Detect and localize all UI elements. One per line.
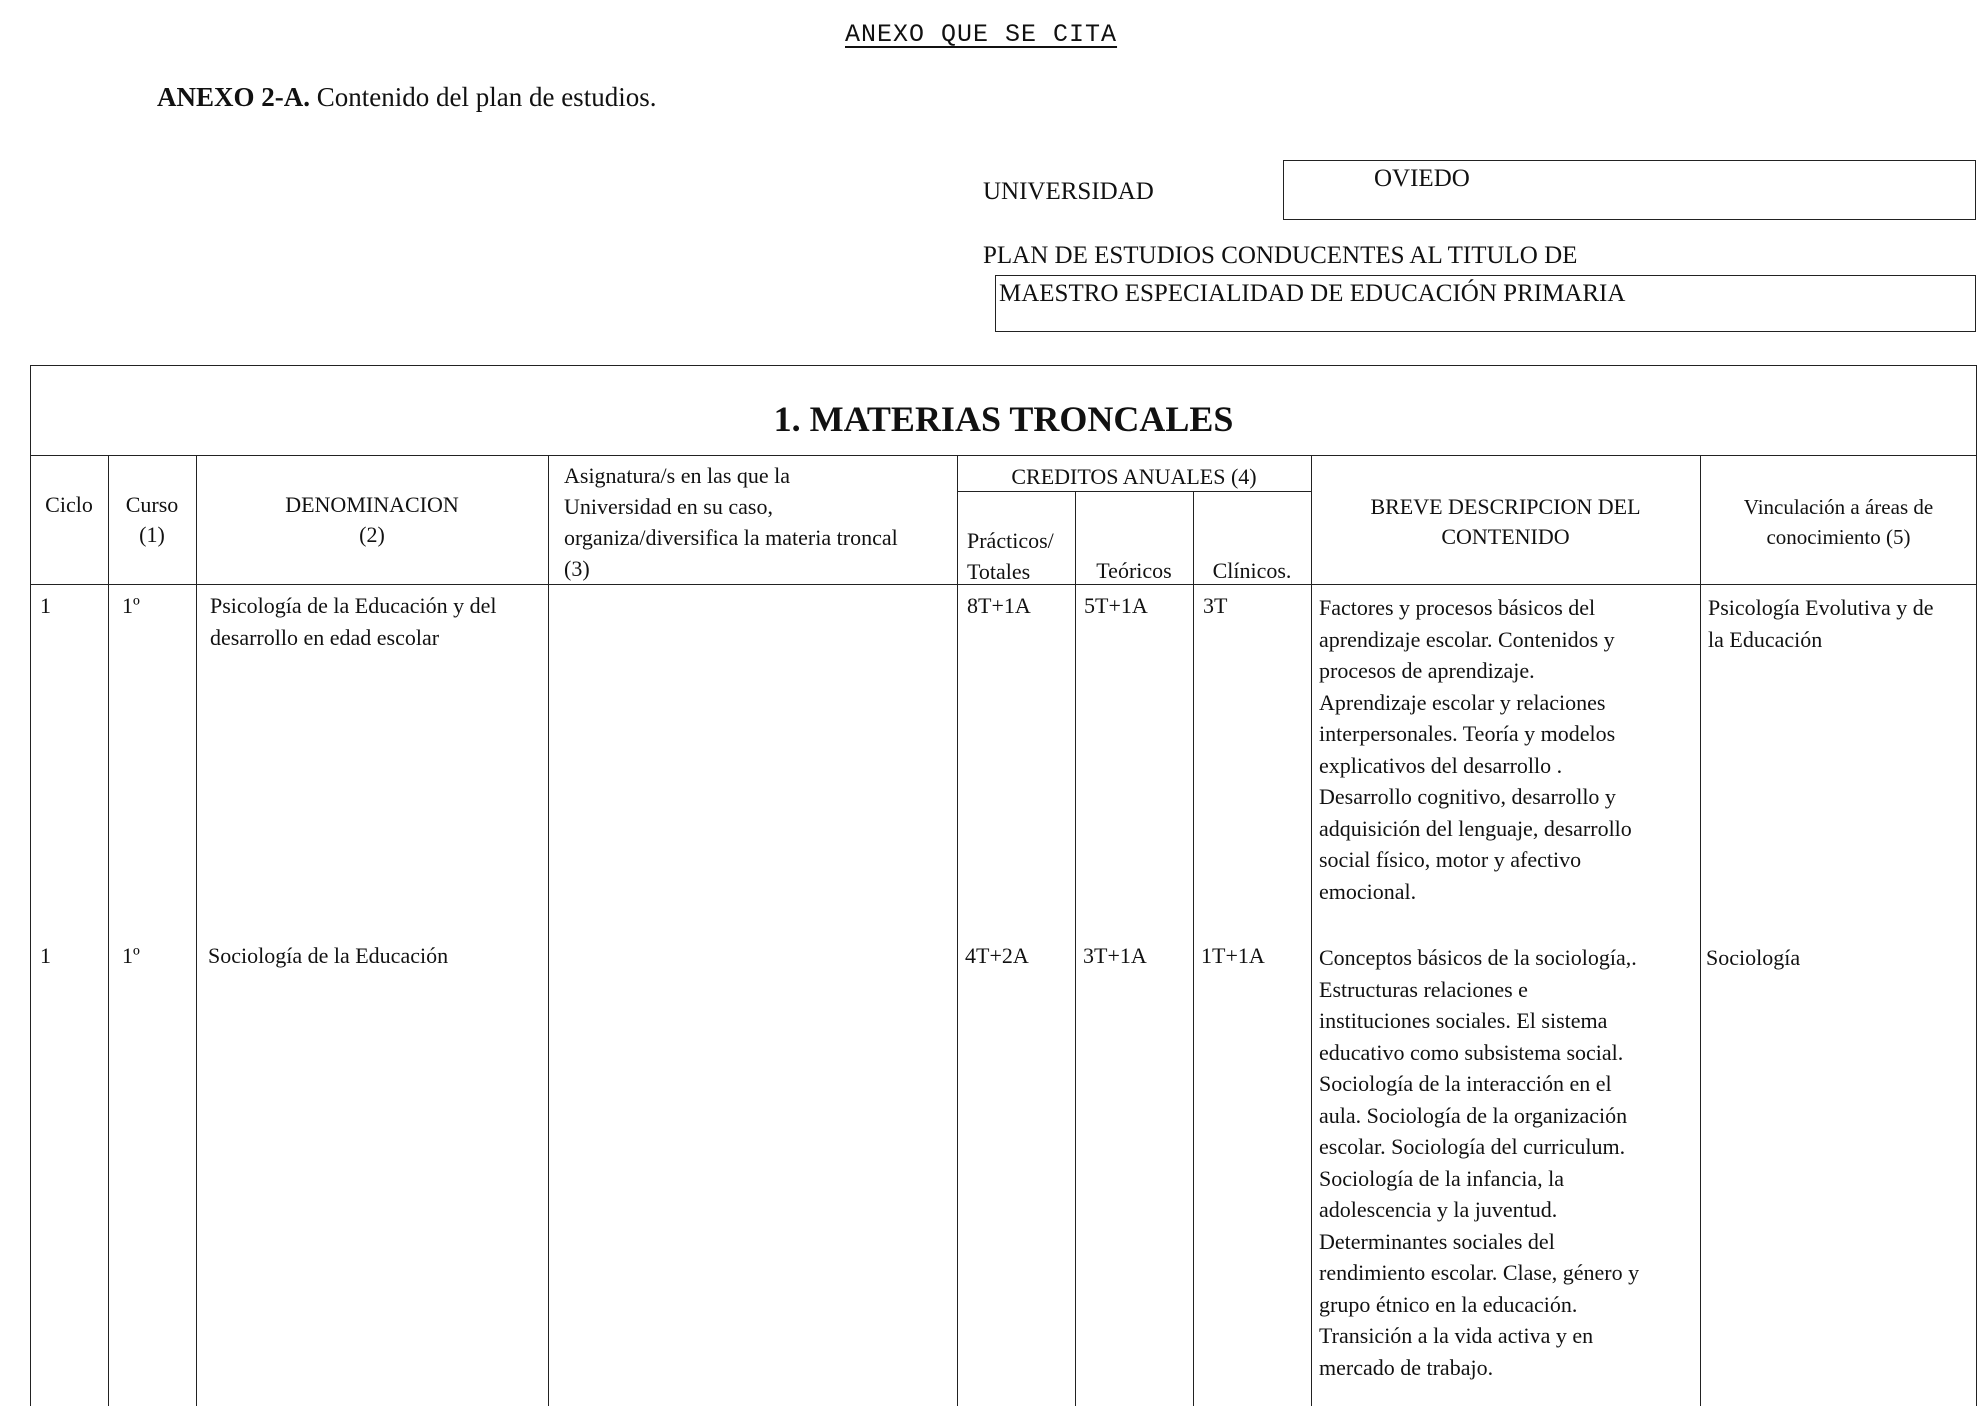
row1-descripcion-line: interpersonales. Teoría y modelos bbox=[1319, 721, 1616, 746]
row2-descripcion-line: Estructuras relaciones e bbox=[1319, 976, 1528, 1002]
header-denominacion-note: (2) bbox=[359, 522, 385, 547]
header-curso-note: (1) bbox=[139, 522, 165, 547]
header-asignatura-line: organiza/diversifica la materia troncal bbox=[564, 525, 898, 550]
row1-descripcion-line: social físico, motor y afectivo bbox=[1319, 847, 1582, 872]
section-title: 1. MATERIAS TRONCALES bbox=[773, 399, 1234, 439]
header-practicos: Prácticos/ bbox=[967, 528, 1054, 553]
row1-descripcion-line: Factores y procesos básicos del bbox=[1319, 595, 1596, 620]
annex-description: Contenido del plan de estudios. bbox=[316, 82, 657, 112]
row2-descripcion-line: aula. Sociología de la organización bbox=[1319, 1102, 1628, 1128]
row1-vinculacion bbox=[1708, 592, 1976, 655]
header-curso-label: Curso bbox=[125, 492, 179, 517]
header-curso bbox=[108, 490, 196, 550]
table-header-top-rule bbox=[30, 455, 1977, 456]
row2-practicos: 1T+1A bbox=[1201, 943, 1265, 968]
header-descripcion bbox=[1311, 492, 1700, 552]
row2-totales: 4T+2A bbox=[965, 943, 1029, 968]
university-label: UNIVERSIDAD bbox=[983, 178, 1154, 205]
row2-denominacion bbox=[208, 940, 544, 972]
degree-label: PLAN DE ESTUDIOS CONDUCENTES AL TITULO DE bbox=[983, 242, 1578, 269]
row2-descripcion-line: adolescencia y la juventud. bbox=[1319, 1197, 1558, 1222]
row2-vinculacion-line: Sociología bbox=[1706, 945, 1801, 970]
row2-descripcion-line: escolar. Sociología del curriculum. bbox=[1319, 1134, 1626, 1159]
col-divider-descripcion bbox=[1700, 455, 1701, 1406]
header-descripcion-line: CONTENIDO bbox=[1441, 524, 1570, 549]
col-divider-curso bbox=[196, 455, 197, 1406]
row2-descripcion-line: mercado de trabajo. bbox=[1319, 1354, 1494, 1380]
row2-curso: 1º bbox=[122, 943, 140, 968]
row1-descripcion-line: emocional. bbox=[1319, 878, 1417, 904]
row1-ciclo: 1 bbox=[40, 593, 51, 618]
col-divider-creditos bbox=[1311, 455, 1312, 1406]
row2-descripcion-line: Sociología de la interacción en el bbox=[1319, 1071, 1612, 1096]
header-ciclo: Ciclo bbox=[45, 492, 93, 517]
row2-descripcion-line: instituciones sociales. El sistema bbox=[1319, 1008, 1608, 1033]
row1-teoricos: 5T+1A bbox=[1084, 593, 1148, 618]
col-divider-ciclo bbox=[108, 455, 109, 1406]
row2-descripcion-line: Determinantes sociales del bbox=[1319, 1228, 1555, 1254]
row1-descripcion-line: aprendizaje escolar. Contenidos y bbox=[1319, 626, 1615, 652]
row2-teoricos: 3T+1A bbox=[1083, 943, 1147, 968]
row1-descripcion-line: adquisición del lenguaje, desarrollo bbox=[1319, 815, 1632, 841]
header-asignatura-line: (3) bbox=[564, 556, 590, 581]
col-divider-totales bbox=[1075, 491, 1076, 1406]
row2-descripcion-line: Sociología de la infancia, la bbox=[1319, 1165, 1564, 1191]
row1-vinculacion-line: la Educación bbox=[1708, 626, 1823, 652]
col-divider-teoricos bbox=[1193, 491, 1194, 1406]
annex-subtitle bbox=[157, 82, 656, 113]
row1-denominacion-line: Psicología de la Educación y del bbox=[210, 593, 497, 618]
row1-descripcion-line: Desarrollo cognitivo, desarrollo y bbox=[1319, 784, 1616, 809]
row2-descripcion-line: educativo como subsistema social. bbox=[1319, 1039, 1624, 1065]
university-value: OVIEDO bbox=[1374, 165, 1470, 192]
row1-denominacion bbox=[210, 590, 546, 653]
row1-vinculacion-line: Psicología Evolutiva y de bbox=[1708, 595, 1934, 620]
row1-denominacion-line: desarrollo en edad escolar bbox=[210, 624, 440, 650]
annex-label: ANEXO 2-A. bbox=[157, 82, 310, 112]
row2-descripcion-line: rendimiento escolar. Clase, género y bbox=[1319, 1260, 1640, 1285]
row1-descripcion bbox=[1319, 592, 1699, 907]
header-teoricos: Teóricos bbox=[1096, 558, 1172, 583]
row2-denominacion-line: Sociología de la Educación bbox=[208, 943, 449, 968]
header-denominacion bbox=[196, 490, 548, 550]
header-asignatura-line: Asignatura/s en las que la bbox=[564, 463, 791, 488]
degree-value: MAESTRO ESPECIALIDAD DE EDUCACIÓN PRIMARIA bbox=[999, 280, 1626, 307]
header-descripcion-line: BREVE DESCRIPCION DEL bbox=[1370, 494, 1641, 519]
row1-descripcion-line: procesos de aprendizaje. bbox=[1319, 658, 1535, 683]
header-totales: Totales bbox=[967, 559, 1031, 584]
row1-practicos: 3T bbox=[1203, 593, 1228, 618]
row2-descripcion-line: grupo étnico en la educación. bbox=[1319, 1291, 1578, 1317]
header-vinculacion bbox=[1700, 492, 1977, 552]
row2-descripcion-line: Transición a la vida activa y en bbox=[1319, 1323, 1594, 1348]
row1-totales: 8T+1A bbox=[967, 593, 1031, 618]
header-vinculacion-line: Vinculación a áreas de bbox=[1743, 495, 1934, 519]
annex-heading: ANEXO QUE SE CITA bbox=[845, 20, 1118, 49]
header-denominacion-label: DENOMINACION bbox=[285, 492, 459, 517]
header-asignatura-line: Universidad en su caso, bbox=[564, 494, 773, 519]
col-divider-denominacion bbox=[548, 455, 549, 1406]
row2-descripcion bbox=[1319, 942, 1699, 1383]
header-creditos: CREDITOS ANUALES (4) bbox=[1011, 464, 1257, 489]
row1-curso: 1º bbox=[122, 593, 140, 618]
row1-descripcion-line: explicativos del desarrollo . bbox=[1319, 752, 1563, 778]
row2-ciclo: 1 bbox=[40, 943, 51, 968]
degree-box bbox=[995, 275, 1976, 332]
university-box bbox=[1283, 160, 1976, 220]
header-clinicos: Clínicos. bbox=[1212, 558, 1292, 583]
row2-descripcion-line: Conceptos básicos de la sociología,. bbox=[1319, 945, 1637, 970]
row1-descripcion-line: Aprendizaje escolar y relaciones bbox=[1319, 689, 1606, 715]
header-vinculacion-line: conocimiento (5) bbox=[1766, 525, 1911, 549]
header-totales-group bbox=[967, 525, 1073, 587]
row2-vinculacion bbox=[1706, 942, 1974, 974]
header-asignatura bbox=[564, 460, 954, 584]
col-divider-asignatura bbox=[957, 455, 958, 1406]
